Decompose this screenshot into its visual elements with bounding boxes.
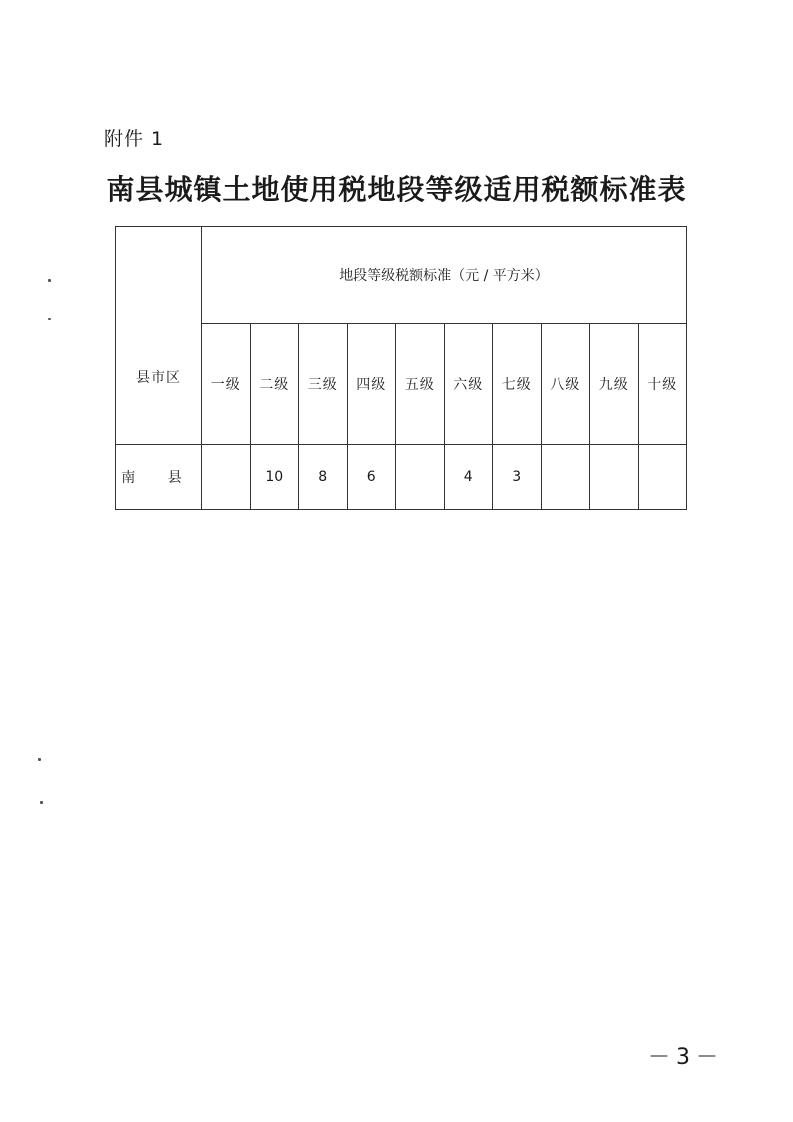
rate-cell — [202, 445, 251, 510]
grade-header: 十级 — [638, 324, 687, 445]
county-column-header — [116, 227, 202, 445]
grade-header: 一级 — [202, 324, 251, 445]
rate-cell: 10 — [250, 445, 299, 510]
rate-cell: 8 — [299, 445, 348, 510]
table-row — [116, 445, 687, 510]
rate-cell: 3 — [493, 445, 542, 510]
rate-cell — [396, 445, 445, 510]
county-name-cell: 南 县 — [116, 445, 202, 510]
tax-rate-table — [115, 226, 687, 510]
rate-cell — [541, 445, 590, 510]
rate-cell: 4 — [444, 445, 493, 510]
grade-header: 六级 — [444, 324, 493, 445]
grade-header: 七级 — [493, 324, 542, 445]
grade-header: 九级 — [590, 324, 639, 445]
rate-standard-header: 地段等级税额标准（元 / 平方米） — [202, 227, 687, 324]
rate-cell: 6 — [347, 445, 396, 510]
grade-header: 三级 — [299, 324, 348, 445]
county-column-header-label: 县市区 — [136, 369, 181, 386]
grade-header: 五级 — [396, 324, 445, 445]
grade-header: 四级 — [347, 324, 396, 445]
grade-header: 八级 — [541, 324, 590, 445]
grade-header: 二级 — [250, 324, 299, 445]
rate-cell — [638, 445, 687, 510]
page-number: －3－ — [648, 1045, 724, 1070]
attachment-label: 附件 1 — [104, 128, 165, 150]
document-title: 南县城镇土地使用税地段等级适用税额标准表 — [106, 173, 687, 206]
rate-cell — [590, 445, 639, 510]
